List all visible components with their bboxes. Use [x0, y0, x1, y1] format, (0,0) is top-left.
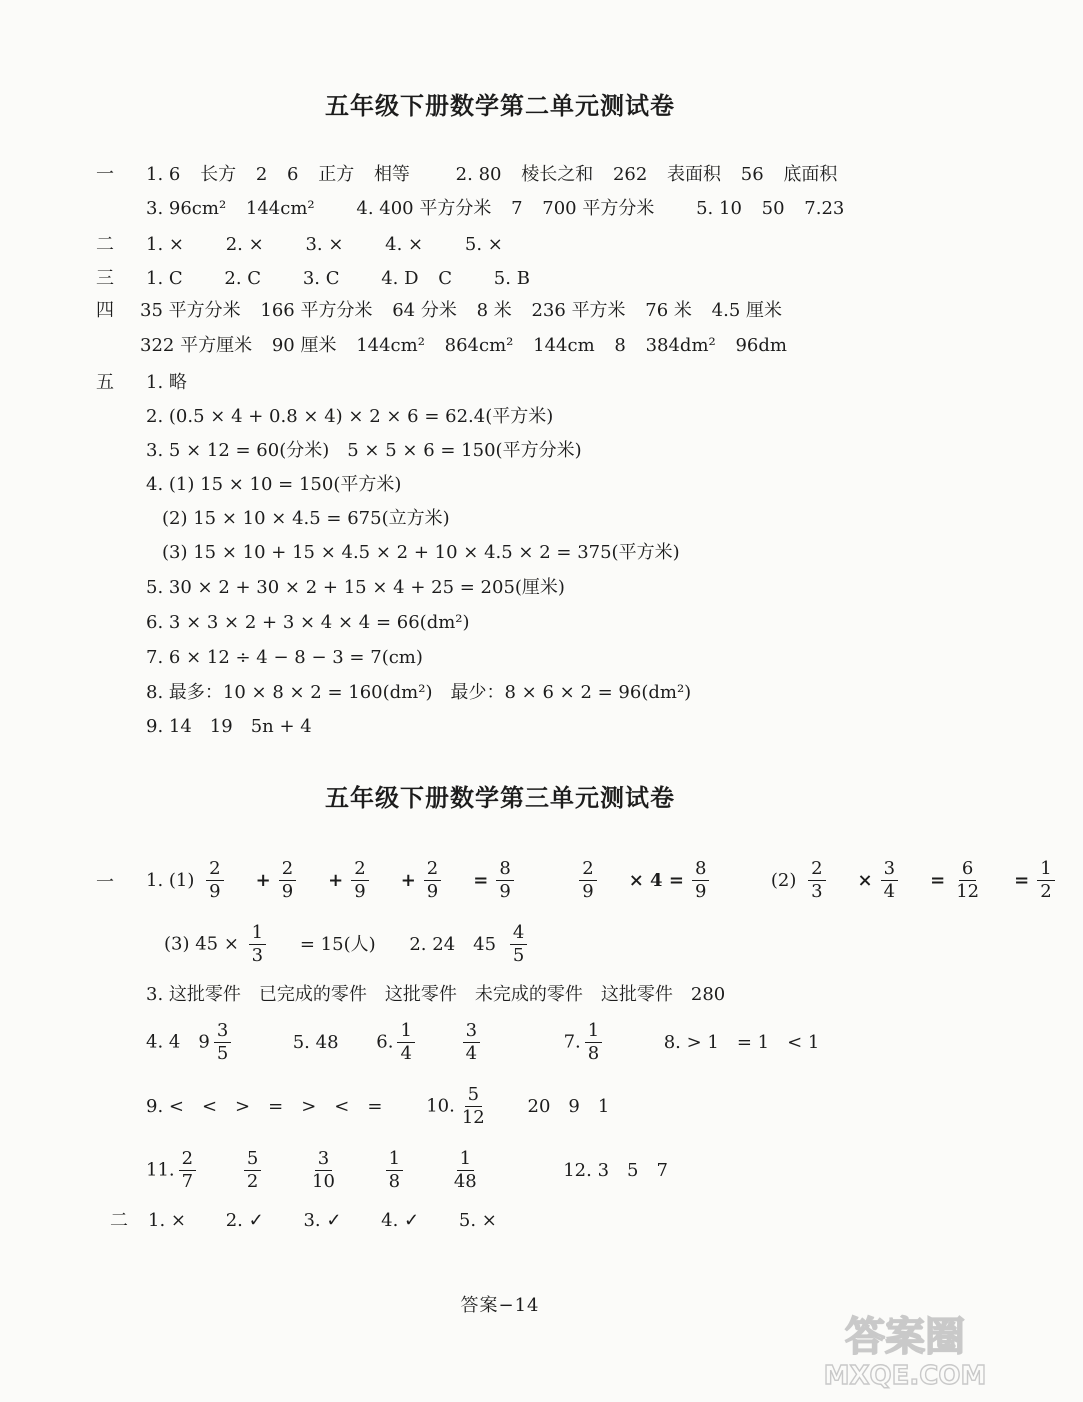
- unit2-sec4-row2: [140, 333, 801, 359]
- fraction: [585, 1020, 616, 1065]
- denominator: 8: [388, 1171, 401, 1192]
- denominator: 9: [582, 881, 594, 902]
- plus-sign: +: [255, 869, 271, 891]
- answer-text: 1. ×: [146, 234, 184, 255]
- answer-text: 96dm: [735, 335, 787, 356]
- numerator: 3: [315, 1148, 332, 1171]
- answer-text: 8: [614, 335, 626, 356]
- plus-sign: +: [400, 869, 416, 891]
- answer-text: 2: [255, 164, 268, 185]
- answer-text: 322 平方厘米: [140, 335, 253, 356]
- watermark-top-text: 答案圈: [845, 1314, 965, 1360]
- fraction: [179, 1148, 210, 1193]
- answer-text: 5. B: [493, 268, 530, 289]
- equals-sign: =: [1014, 869, 1030, 891]
- unit2-sec5-line: 4. (1) 15 × 10 = 150(平方米): [146, 474, 402, 495]
- answer-text: 8 米: [476, 300, 512, 321]
- numerator: 2: [279, 858, 296, 881]
- numerator: 1: [457, 1148, 474, 1171]
- unit3-q1-row: [146, 858, 1083, 903]
- unit2-sec5-line: 7. 6 × 12 ÷ 4 − 8 − 3 = 7(cm): [146, 647, 423, 668]
- answer-text: 8. > 1 = 1 < 1: [663, 1031, 820, 1053]
- unit2-sec1-row2: [146, 196, 858, 222]
- denominator: 8: [587, 1043, 600, 1064]
- unit2-sec4-row1: [140, 298, 796, 324]
- unit3-sec2-label: 二: [110, 1210, 128, 1231]
- answer-text: 6.: [376, 1031, 394, 1053]
- numerator: 2: [351, 858, 368, 881]
- denominator: 9: [426, 881, 439, 902]
- denominator: 5: [512, 945, 525, 966]
- answer-text: 正方: [318, 164, 355, 185]
- unit2-title: 五年级下册数学第二单元测试卷: [325, 92, 675, 120]
- numerator: 2: [579, 858, 596, 881]
- fraction: [881, 858, 912, 903]
- denominator: 9: [694, 881, 707, 902]
- unit2-sec5-line: 1. 略: [146, 372, 187, 393]
- denominator: 10: [312, 1171, 335, 1192]
- unit2-sec5-line: (2) 15 × 10 × 4.5 = 675(立方米): [162, 508, 450, 529]
- answer-text: 4.5 厘米: [711, 300, 783, 321]
- answer-text: 5. ×: [464, 234, 503, 255]
- fraction: [463, 1020, 494, 1065]
- denominator: 4: [883, 881, 896, 902]
- fraction: [214, 1020, 245, 1065]
- numerator: 1: [1037, 858, 1054, 881]
- answer-text: 864cm²: [444, 335, 514, 356]
- unit3-sec1-label: 一: [96, 872, 114, 893]
- unit3-q4-q8-row: [146, 1020, 833, 1065]
- answer-text: = 15(人): [299, 933, 376, 955]
- fraction: [451, 1148, 494, 1193]
- answer-text: 2. C: [224, 268, 262, 289]
- numerator: 5: [244, 1148, 261, 1171]
- numerator: 6: [959, 858, 976, 881]
- watermark-bottom-text: MXQE.COM: [823, 1361, 987, 1391]
- answer-text: 9. < < > = > < =: [146, 1095, 383, 1117]
- unit2-sec3-row: [146, 266, 544, 292]
- fraction: [459, 1084, 502, 1129]
- unit3-q11-q12-row: [146, 1148, 682, 1193]
- times-four: × 4 =: [628, 869, 684, 891]
- question-number: 1. (1): [146, 869, 195, 891]
- fraction: [692, 858, 723, 903]
- answer-text: 5. ×: [458, 1210, 497, 1231]
- unit2-sec1-label: 一: [96, 164, 114, 185]
- numerator: 1: [397, 1020, 414, 1043]
- denominator: 12: [461, 1107, 485, 1128]
- answer-text: 4. 400 平方分米: [356, 198, 492, 219]
- answer-text: 4. ×: [385, 234, 424, 255]
- denominator: 12: [956, 881, 980, 902]
- answer-text: 144cm²: [356, 335, 425, 356]
- answer-text: 7.23: [804, 198, 845, 219]
- denominator: 9: [499, 881, 511, 902]
- answer-text: 4. 4 9: [146, 1031, 210, 1053]
- unit2-sec5-line: 6. 3 × 3 × 2 + 3 × 4 × 4 = 66(dm²): [146, 612, 470, 633]
- unit2-sec5-line: (3) 15 × 10 + 15 × 4.5 × 2 + 10 × 4.5 × 2 = 375(平方米): [162, 542, 680, 563]
- denominator: 9: [281, 881, 294, 902]
- denominator: 2: [1040, 881, 1052, 902]
- answer-text: 6: [287, 164, 299, 185]
- fraction: [351, 858, 382, 903]
- denominator: 3: [811, 881, 823, 902]
- fraction: [397, 1020, 428, 1065]
- unit2-sec5-line: 3. 5 × 12 = 60(分米) 5 × 5 × 6 = 150(平方分米): [146, 440, 582, 461]
- unit2-sec3-label: 三: [96, 268, 114, 289]
- times-sign: ×: [857, 869, 873, 891]
- answer-text: 64 分米: [392, 300, 457, 321]
- equals-sign: =: [473, 869, 489, 891]
- answer-text: 20 9 1: [527, 1095, 610, 1117]
- fraction: [1037, 858, 1068, 903]
- denominator: 3: [251, 945, 264, 966]
- answer-text: 50: [761, 198, 785, 219]
- denominator: 2: [246, 1171, 259, 1192]
- unit3-q9-q10-row: [146, 1084, 623, 1129]
- answer-text: 56: [740, 164, 764, 185]
- answer-text: 144cm²: [245, 198, 315, 219]
- answer-text: 1. ×: [148, 1210, 186, 1231]
- denominator: 9: [354, 881, 366, 902]
- fraction: [309, 1148, 352, 1193]
- fraction: [496, 858, 527, 903]
- answer-text: 90 厘米: [271, 335, 337, 356]
- answer-text: 2. 24 45: [409, 933, 497, 955]
- answer-text: 384dm²: [645, 335, 716, 356]
- fraction: [953, 858, 996, 903]
- numerator: 4: [510, 922, 527, 945]
- answer-text: 236 平方米: [531, 300, 626, 321]
- answer-text: 4. ✓: [381, 1210, 420, 1231]
- answer-text: 7: [511, 198, 523, 219]
- numerator: 2: [424, 858, 441, 881]
- page-footer: 答案−14: [460, 1295, 540, 1316]
- sub-question-number: (2): [770, 869, 797, 891]
- numerator: 8: [496, 858, 513, 881]
- unit2-sec5-line: 9. 14 19 5n + 4: [146, 716, 312, 737]
- answer-text: 1. 6: [146, 164, 181, 185]
- answer-text: 3. 96cm²: [146, 198, 227, 219]
- unit3-q1-3-row: [164, 922, 555, 967]
- fraction: [808, 858, 839, 903]
- numerator: 1: [585, 1020, 602, 1043]
- fraction: [579, 858, 610, 903]
- unit3-title: 五年级下册数学第三单元测试卷: [325, 784, 675, 812]
- answer-text: 1. C: [146, 268, 183, 289]
- denominator: 9: [209, 881, 221, 902]
- answer-text: (3) 45 ×: [164, 933, 239, 955]
- answer-text: 700 平方分米: [542, 198, 655, 219]
- numerator: 3: [214, 1020, 231, 1043]
- answer-text: 2. ✓: [225, 1210, 264, 1231]
- answer-text: 3. ✓: [303, 1210, 342, 1231]
- answer-text: 长方: [200, 164, 237, 185]
- answer-text: 2. 80: [455, 164, 502, 185]
- fraction: [249, 922, 280, 967]
- denominator: 7: [181, 1171, 194, 1192]
- answer-text: 166 平方分米: [260, 300, 373, 321]
- fraction: [386, 1148, 417, 1193]
- equals-sign: =: [930, 869, 946, 891]
- plus-sign: +: [328, 869, 344, 891]
- denominator: 4: [465, 1043, 478, 1064]
- answer-text: 3. ×: [305, 234, 344, 255]
- unit3-q3-row: 3. 这批零件 已完成的零件 这批零件 未完成的零件 这批零件 280: [146, 984, 726, 1005]
- answer-text: 12. 3 5 7: [563, 1159, 668, 1181]
- numerator: 3: [881, 858, 898, 881]
- watermark-logo: [820, 1310, 990, 1392]
- answer-text: 5. 48: [292, 1031, 339, 1053]
- answer-text: 10.: [426, 1095, 455, 1117]
- answer-text: 棱长之和: [521, 164, 594, 185]
- denominator: 5: [216, 1043, 229, 1064]
- denominator: 4: [400, 1043, 412, 1064]
- answer-text: 4. D: [381, 268, 419, 289]
- fraction: [206, 858, 237, 903]
- answer-text: 底面积: [783, 164, 838, 185]
- numerator: 3: [463, 1020, 480, 1043]
- answer-text: 相等: [373, 164, 410, 185]
- numerator: 8: [692, 858, 709, 881]
- fraction: [510, 922, 541, 967]
- numerator: 2: [206, 858, 223, 881]
- unit2-sec2-label: 二: [96, 234, 114, 255]
- answer-text: 7.: [563, 1031, 581, 1053]
- numerator: 2: [808, 858, 825, 881]
- answer-text: C: [438, 268, 453, 289]
- answer-text: 表面积: [667, 164, 722, 185]
- fraction: [244, 1148, 275, 1193]
- unit2-sec5-line: 8. 最多：10 × 8 × 2 = 160(dm²) 最少：8 × 6 × 2 = 96(dm²): [146, 682, 692, 703]
- answer-text: 35 平方分米: [140, 300, 241, 321]
- answer-text: 262: [612, 164, 648, 185]
- answer-text: 144cm: [533, 335, 595, 356]
- fraction: [424, 858, 455, 903]
- answer-text: 3. C: [302, 268, 340, 289]
- denominator: 48: [453, 1171, 477, 1192]
- unit2-sec1-row1: [146, 162, 851, 188]
- answer-text: 76 米: [645, 300, 692, 321]
- answer-text: 5. 10: [696, 198, 742, 219]
- unit3-sec2-row: [148, 1208, 511, 1234]
- answer-text: 11.: [146, 1159, 175, 1181]
- fraction: [279, 858, 310, 903]
- unit2-sec5-line: 5. 30 × 2 + 30 × 2 + 15 × 4 + 25 = 205(厘米): [146, 577, 565, 598]
- numerator: 2: [179, 1148, 196, 1171]
- unit2-sec5-label: 五: [96, 372, 114, 393]
- unit2-sec2-row: [146, 232, 517, 258]
- unit2-sec5-line: 2. (0.5 × 4 + 0.8 × 4) × 2 × 6 = 62.4(平方米): [146, 406, 554, 427]
- numerator: 1: [386, 1148, 403, 1171]
- numerator: 1: [249, 922, 266, 945]
- answer-text: 2. ×: [225, 234, 264, 255]
- numerator: 5: [465, 1084, 482, 1107]
- unit2-sec4-label: 四: [96, 300, 114, 321]
